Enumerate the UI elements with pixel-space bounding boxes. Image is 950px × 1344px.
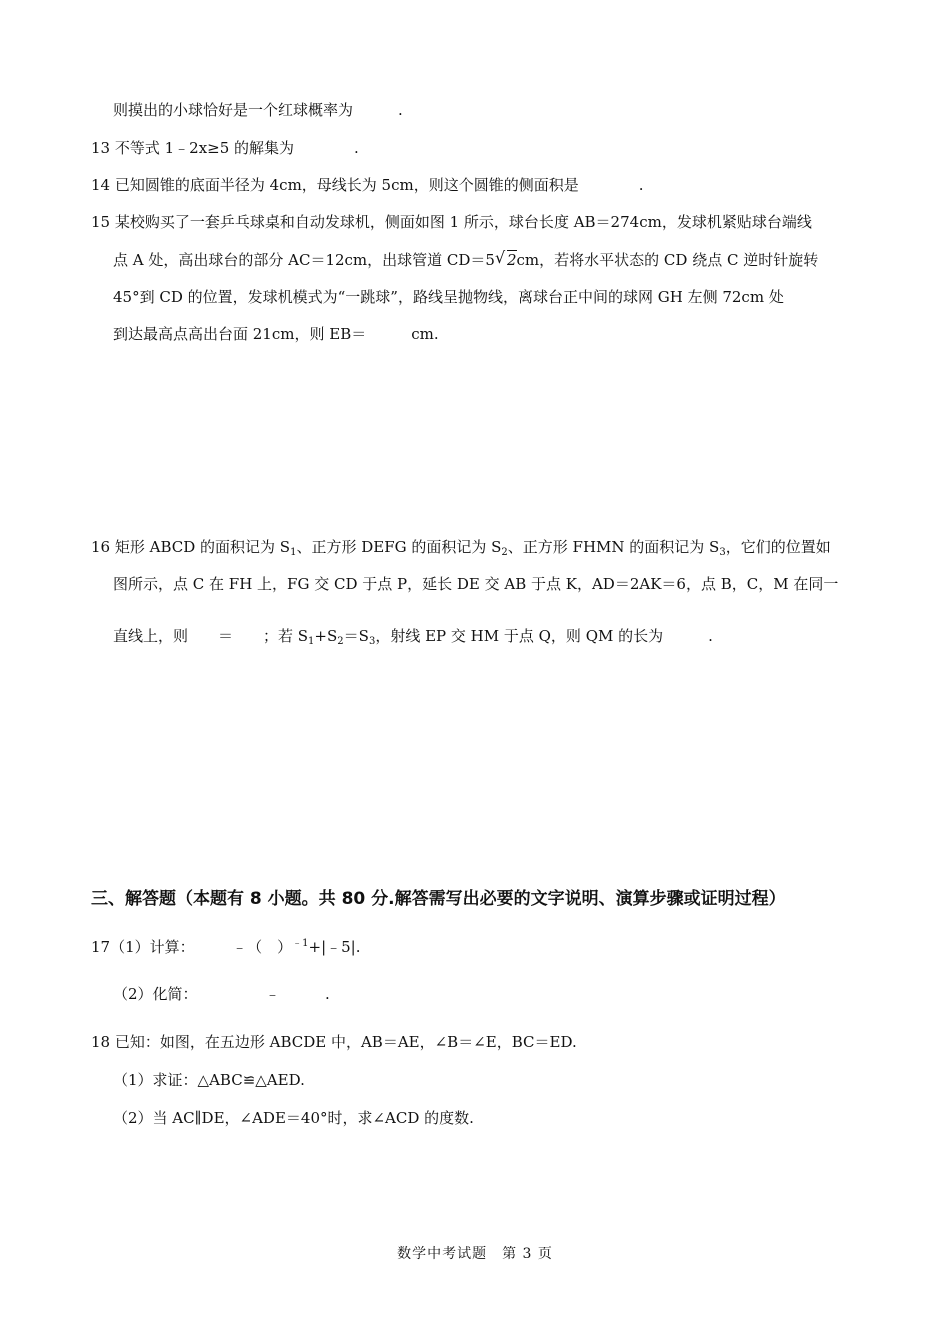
q18-part2: （2）当 AC∥DE，∠ADE＝40°时，求∠ACD 的度数. [113,1109,474,1127]
q17-part1 [91,936,361,958]
q16-line3 [113,625,713,647]
q15-line2-pre: 点 A 处，高出球台的部分 AC＝12cm，出球管道 CD＝5 [113,251,495,269]
q16-text-4: ，它们的位置如 [725,538,831,556]
exponent: ﹣1 [292,938,309,949]
q15-line2-post: cm，若将水平状态的 CD 绕点 C 逆时针旋转 [516,251,819,269]
radical-sign-icon: √ [494,248,506,267]
sub-2: 2 [501,547,508,558]
sqrt-expression [495,249,517,271]
q15-line2 [113,249,818,271]
q14: 14 已知圆锥的底面半径为 4cm，母线长为 5cm，则这个圆锥的侧面积是 . [91,176,644,194]
sub-1b: 1 [308,636,315,647]
q18: 18 已知：如图，在五边形 ABCDE 中，AB＝AE，∠B＝∠E，BC＝ED. [91,1033,577,1051]
sub-2b: 2 [337,636,344,647]
sub-3b: 3 [368,636,376,647]
q18-part1: （1）求证：△ABC≌△AED. [113,1071,305,1089]
q13: 13 不等式 1﹣2x≥5 的解集为 . [91,139,359,157]
q16-text-2: 、正方形 DEFG 的面积记为 S [296,538,502,556]
q17-post: +|﹣5|. [308,938,361,956]
q15-line3: 45°到 CD 的位置，发球机模式为“一跳球”，路线呈抛物线，离球台正中间的球网 GH 左侧 72cm 处 [113,288,784,306]
q16-c-3: ＝S [343,627,369,645]
q16-line2: 图所示，点 C 在 FH 上，FG 交 CD 于点 P，延长 DE 交 AB 于点 K，AD＝2AK＝6，点 B，C，M 在同一 [113,575,839,593]
q16-line1 [91,536,831,558]
q15-line4: 到达最高点高出台面 21cm，则 EB＝ cm. [113,325,439,343]
section3-title: 三、解答题（本题有 8 小题。共 80 分.解答需写出必要的文字说明、演算步骤或证明过程） [91,889,786,909]
q17-text: 17（1）计算： ﹣（ ） [91,938,293,956]
sub-1: 1 [290,547,297,558]
page-footer: 数学中考试题 第 3 页 [397,1246,553,1262]
q16-c-4: ，射线 EP 交 HM 于点 Q，则 QM 的长为 . [375,627,713,645]
q16-text-1: 16 矩形 ABCD 的面积记为 S [91,538,291,556]
sub-3: 3 [719,547,726,558]
q16-c-1: 直线上，则 ＝ ；若 S [113,627,309,645]
q16-c-2: +S [314,627,338,645]
q16-text-3: 、正方形 FHMN 的面积记为 S [507,538,720,556]
q12-continuation: 则摸出的小球恰好是一个红球概率为 . [113,101,403,119]
q17-part2: （2）化简： ﹣ . [113,985,330,1003]
radicand: 2 [506,251,517,269]
q15-line1: 15 某校购买了一套乒乓球桌和自动发球机，侧面如图 1 所示，球台长度 AB＝274cm，发球机紧贴球台端线 [91,213,812,231]
